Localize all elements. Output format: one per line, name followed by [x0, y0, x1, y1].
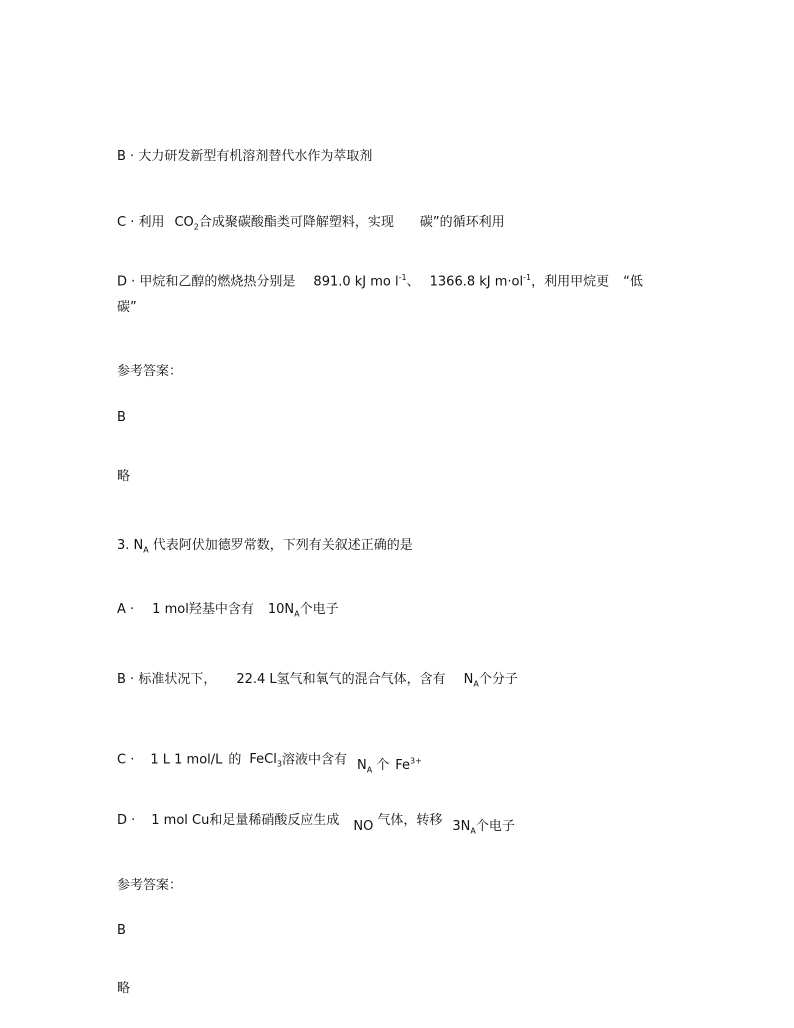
option-label: C · 利用 [117, 215, 165, 230]
formula-fecl3: FeCl$_3$ [249, 752, 282, 769]
q3-stem: 3. $N_A$ 代表阿伏加德罗常数，下列有关叙述正确的是 [117, 538, 413, 555]
q2-option-b: B · 大力研发新型有机溶剂替代水作为萃取剂 [117, 149, 373, 164]
q3-answer: B [117, 923, 126, 938]
formula-co2: $CO_2$ [174, 215, 199, 232]
q3-option-d: D · 1 mol Cu和足量稀硝酸反应生成 NO 气体，转移 $3N_A$个电子 [117, 813, 515, 836]
q3-note: 略 [117, 981, 131, 996]
q3-answer-label: 参考答案： [117, 878, 183, 893]
q3-option-c: C · 1 L 1 mol/L 的 FeCl$_3$溶液中含有 $N_A$ 个 $Fe^{3+}$ [117, 752, 422, 775]
q2-answer-label: 参考答案： [117, 364, 183, 379]
q3-option-a: A · 1 mol羟基中含有 $10N_A$个电子 [117, 602, 339, 619]
ion-fe3: $Fe^{3+}$ [395, 757, 422, 774]
q2-option-c: C · 利用 $CO_2$合成聚碳酸酯类可降解塑料，实现 碳”的循环利用 [117, 215, 505, 232]
q2-option-d-wrap: 碳” [117, 300, 137, 315]
q3-option-b: B · 标准状况下， 22.4 L氢气和氧气的混合气体，含有 $N_A$个分子 [117, 672, 518, 689]
q2-answer: B [117, 410, 126, 425]
q2-option-d: D · 甲烷和乙醇的燃烧热分别是 891.0 kJ mo $l^{-1}$、 1366.8 kJ $m\cdot ol^{-1}$，利用甲烷更 “低 [117, 273, 643, 290]
q2-note: 略 [117, 469, 131, 484]
